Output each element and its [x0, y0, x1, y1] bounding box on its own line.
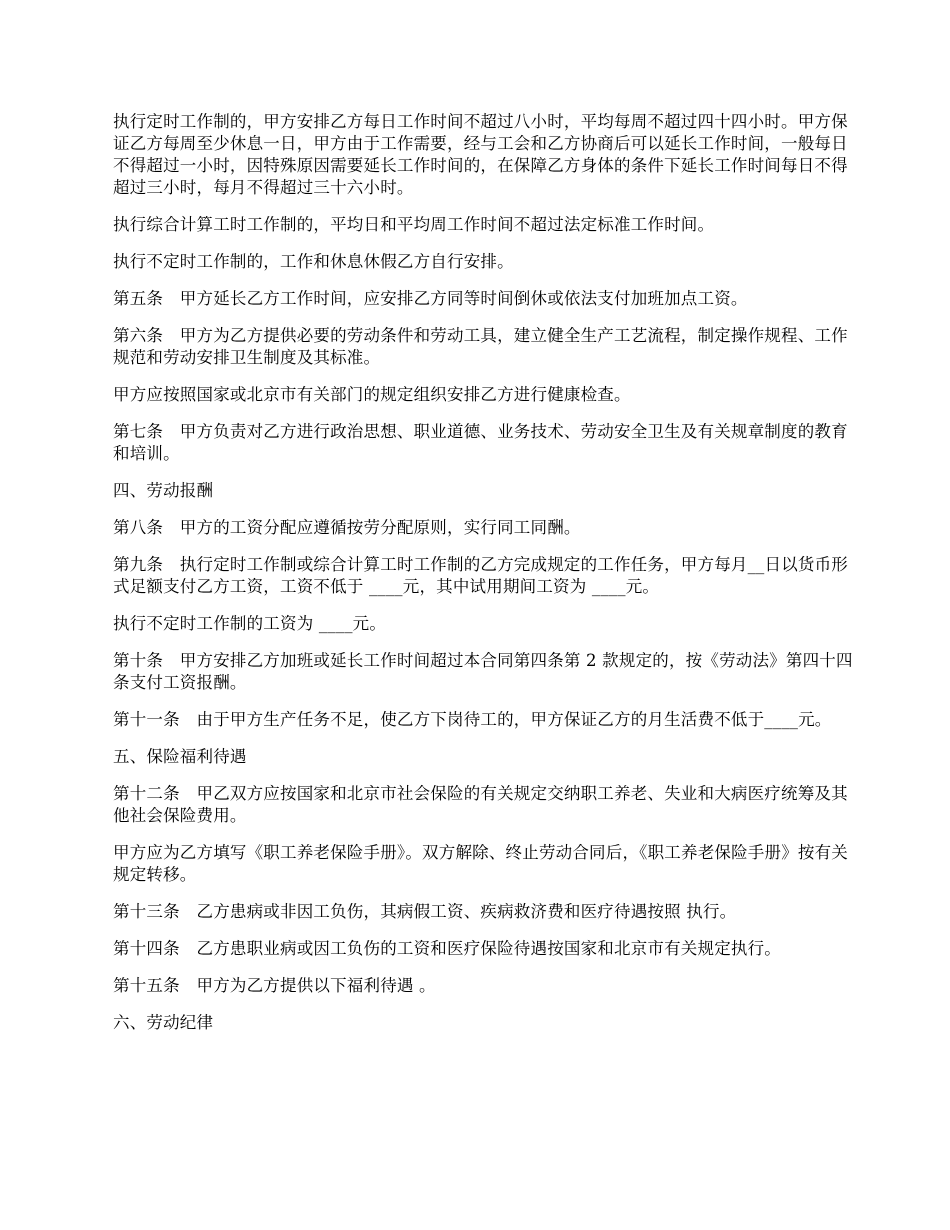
- paragraph-flexible-wage: 执行不定时工作制的工资为 ____元。: [113, 614, 387, 633]
- article-15: 第十五条 甲方为乙方提供以下福利待遇 。: [113, 976, 436, 995]
- article-8: 第八条 甲方的工资分配应遵循按劳分配原则，实行同工同酬。: [113, 518, 581, 537]
- article-11: 第十一条 由于甲方生产任务不足，使乙方下岗待工的，甲方保证乙方的月生活费不低于____元。: [113, 710, 832, 729]
- section-heading-remuneration: 四、劳动报酬: [113, 481, 214, 500]
- article-9: 第九条 执行定时工作制或综合计算工时工作制的乙方完成规定的工作任务，甲方每月__日以货币形式足额支付乙方工资，工资不低于 ____元，其中试用期间工资为 ____元。: [113, 555, 848, 596]
- paragraph-standard-hours: 执行定时工作制的，甲方安排乙方每日工作时间不超过八小时，平均每周不超过四十四小时。甲方保证乙方每周至少休息一日，甲方由于工作需要，经与工会和乙方协商后可以延长工作时间，一般每日不得超过一小时，因特殊原因需要延长工作时间的，在保障乙方身体的条件下延长工作时间每日不得超过三小时，每月不得超过三十六小时。: [113, 112, 848, 197]
- paragraph-comprehensive-hours: 执行综合计算工时工作制的，平均日和平均周工作时间不超过法定标准工作时间。: [113, 215, 715, 234]
- paragraph-health-check: 甲方应按照国家或北京市有关部门的规定组织安排乙方进行健康检查。: [113, 385, 631, 404]
- article-10: 第十条 甲方安排乙方加班或延长工作时间超过本合同第四条第 2 款规定的，按《劳动法》第四十四条支付工资报酬。: [113, 651, 853, 692]
- article-7: 第七条 甲方负责对乙方进行政治思想、职业道德、业务技术、劳动安全卫生及有关规章制度的教育和培训。: [113, 422, 848, 463]
- section-heading-discipline: 六、劳动纪律: [113, 1013, 214, 1032]
- section-heading-insurance: 五、保险福利待遇: [113, 747, 247, 766]
- article-12: 第十二条 甲乙双方应按国家和北京市社会保险的有关规定交纳职工养老、失业和大病医疗统筹及其他社会保险费用。: [113, 784, 848, 825]
- paragraph-flexible-hours: 执行不定时工作制的，工作和休息休假乙方自行安排。: [113, 252, 514, 271]
- article-5: 第五条 甲方延长乙方工作时间，应安排乙方同等时间倒休或依法支付加班加点工资。: [113, 289, 748, 308]
- article-6: 第六条 甲方为乙方提供必要的劳动条件和劳动工具，建立健全生产工艺流程，制定操作规程、工作规范和劳动安排卫生制度及其标准。: [113, 326, 848, 367]
- paragraph-pension-handbook: 甲方应为乙方填写《职工养老保险手册》。双方解除、终止劳动合同后，《职工养老保险手册》按有关规定转移。: [113, 843, 848, 884]
- document-page: [113, 111, 853, 1049]
- article-13: 第十三条 乙方患病或非因工负伤，其病假工资、疾病救济费和医疗待遇按照 执行。: [113, 902, 737, 921]
- article-14: 第十四条 乙方患职业病或因工负伤的工资和医疗保险待遇按国家和北京市有关规定执行。: [113, 939, 781, 958]
